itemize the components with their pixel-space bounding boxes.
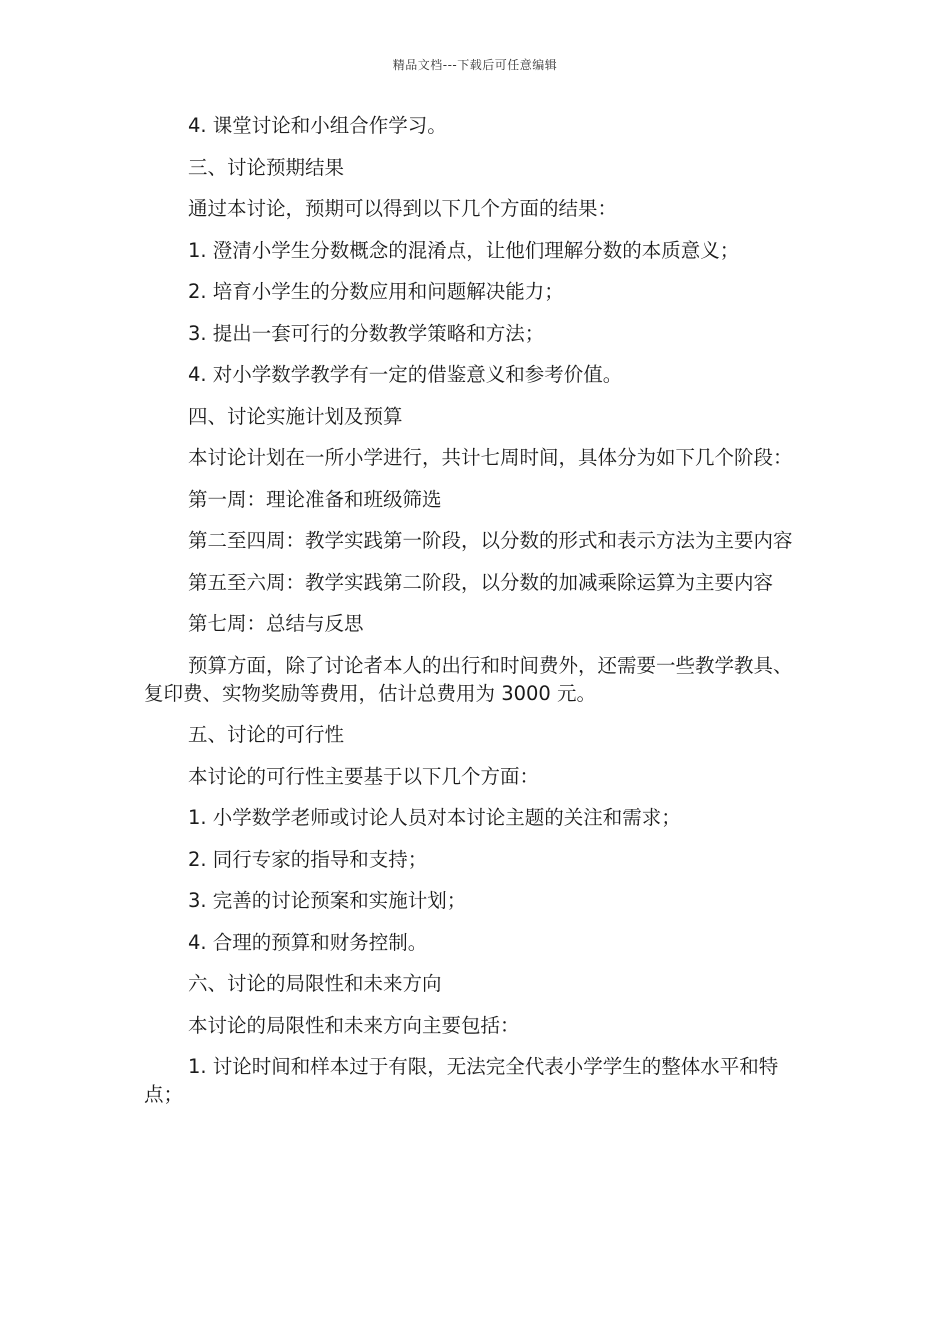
paragraph-budget: 预算方面，除了讨论者本人的出行和时间费外，还需要一些教学教具、复印费、实物奖励等费用，估计总费用为 3000 元。 [144,653,793,705]
schedule-week-7: 第七周：总结与反思 [188,612,364,635]
schedule-week-2-4: 第二至四周：教学实践第一阶段，以分数的形式和表示方法为主要内容 [188,529,793,552]
section-heading-plan-budget: 四、讨论实施计划及预算 [188,404,403,428]
page-header: 精品文档---下载后可任意编辑 [392,58,558,72]
list-item-discussion-teamwork: 4. 课堂讨论和小组合作学习。 [188,114,447,137]
list-item-result-2: 2. 培育小学生的分数应用和问题解决能力； [188,280,564,303]
list-item-feasibility-1: 1. 小学数学老师或讨论人员对本讨论主题的关注和需求； [188,806,681,829]
list-item-feasibility-4: 4. 合理的预算和财务控制。 [188,930,428,954]
section-heading-feasibility: 五、讨论的可行性 [188,723,345,746]
paragraph-limitations-intro: 本讨论的局限性和未来方向主要包括： [188,1013,520,1037]
section-heading-expected-results: 三、讨论预期结果 [188,155,345,179]
document-body [144,112,799,1123]
list-item-feasibility-3: 3. 完善的讨论预案和实施计划； [188,889,467,912]
paragraph-plan-intro: 本讨论计划在一所小学进行，共计七周时间，具体分为如下几个阶段： [188,446,793,469]
list-item-result-3: 3. 提出一套可行的分数教学策略和方法； [188,321,545,345]
schedule-week-5-6: 第五至六周：教学实践第二阶段，以分数的加减乘除运算为主要内容 [188,570,774,594]
list-item-result-1: 1. 澄清小学生分数概念的混淆点，让他们理解分数的本质意义； [188,238,740,262]
list-item-result-4: 4. 对小学数学教学有一定的借鉴意义和参考价值。 [188,363,623,386]
list-item-limitation-1: 1. 讨论时间和样本过于有限，无法完全代表小学学生的整体水平和特点； [144,1055,779,1106]
list-item-feasibility-2: 2. 同行专家的指导和支持； [188,847,428,871]
section-heading-limitations: 六、讨论的局限性和未来方向 [188,972,442,995]
schedule-week-1: 第一周：理论准备和班级筛选 [188,487,442,511]
paragraph-expected-intro: 通过本讨论，预期可以得到以下几个方面的结果： [188,197,618,220]
paragraph-feasibility-intro: 本讨论的可行性主要基于以下几个方面： [188,764,540,788]
